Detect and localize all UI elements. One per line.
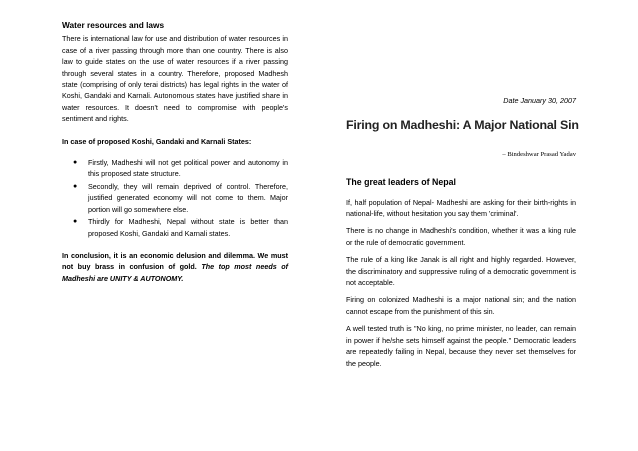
water-resources-heading: Water resources and laws bbox=[62, 20, 165, 30]
article-author: – Bindeshwar Prasad Yadav bbox=[502, 150, 576, 158]
list-item: ● Thirdly for Madheshi, Nepal without state is better than proposed Koshi, Gandaki and Karnali states. bbox=[73, 217, 288, 238]
article-date: Date January 30, 2007 bbox=[503, 96, 576, 105]
conclusion-paragraph: In conclusion, it is an economic delusion and dilemma. We must not buy brass in confusion of gold. The top most needs of Madheshi are UNITY & AUTONOMY. bbox=[62, 250, 288, 283]
list-item: ● Firstly, Madheshi will not get political power and autonomy in this proposed state structure. bbox=[73, 158, 288, 179]
article-paragraph: The rule of a king like Janak is all right and highly regarded. However, the discriminatory and suppressive ruling of a democratic government is not acceptable. bbox=[346, 255, 576, 288]
bullet-icon: ● bbox=[73, 159, 78, 167]
section-heading: The great leaders of Nepal bbox=[346, 177, 456, 188]
article-paragraph: If, half population of Nepal- Madheshi are asking for their birth-rights in national-life, without hesitation you say them 'criminal'. bbox=[346, 197, 576, 219]
bullet-icon: ● bbox=[73, 218, 78, 226]
list-item: ● Secondly, they will remain deprived of control. Therefore, justified generated economy will not come to them. Major portion will go somewhere else. bbox=[73, 181, 288, 214]
article-paragraph: A well tested truth is "No king, no prime minister, no leader, can remain in power if he/she sets himself against the people." Democratic leaders are repeatedly failing in Nepal, because they never set themselves for the people. bbox=[346, 324, 576, 368]
consequences-list bbox=[62, 157, 288, 239]
left-column bbox=[62, 20, 288, 284]
right-column bbox=[346, 95, 579, 375]
proposed-states-subheading: In case of proposed Koshi, Gandaki and Karnali States: bbox=[62, 136, 252, 146]
article-title: Firing on Madheshi: A Major National Sin bbox=[346, 118, 579, 133]
bullet-icon: ● bbox=[73, 182, 78, 190]
article-paragraph: There is no change in Madheshi's condition, whether it was a king rule or the rule of democratic government. bbox=[346, 226, 576, 247]
water-resources-paragraph: There is international law for use and distribution of water resources in case of a river passing through more than one country. There is also law to guide states on the use of water resources if a river passing through several states in a country. Therefore, proposed Madhesh state (comprising of only terai districts) has legal rights in the water of Koshi, Gandaki and Karnali. Autonomous states have justified share in water resources. It doesn't need to compromise with people's sentiment and rights. bbox=[62, 34, 288, 124]
article-paragraph: Firing on colonized Madheshi is a major national sin; and the nation cannot escape from the punishment of this sin. bbox=[346, 295, 576, 316]
